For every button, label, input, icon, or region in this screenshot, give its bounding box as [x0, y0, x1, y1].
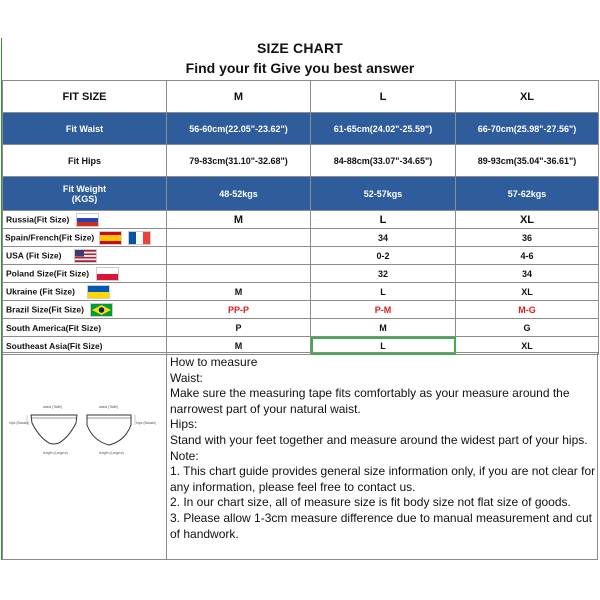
chart-title: SIZE CHART [257, 40, 343, 56]
ukraine-flag-icon [87, 285, 110, 299]
region-value: 4-6 [456, 247, 599, 265]
right-waist-label: waist (Taille) [99, 405, 119, 409]
region-label: Ukraine (Fit Size) [6, 285, 75, 296]
spain-flag-icon [99, 231, 122, 245]
region-value: P [167, 319, 311, 337]
region-label-cell [3, 283, 167, 301]
note-1: 1. This chart guide provides general size information only, if you are not clear for any information, please feel free to contact us. [170, 464, 596, 494]
region-value [167, 229, 311, 247]
region-value-highlighted: L [311, 337, 456, 355]
waist-m: 56-60cm(22.05"-23.62") [167, 113, 311, 145]
hips-label: Fit Hips [3, 145, 167, 177]
region-value: PP-P [167, 301, 311, 319]
usa-flag-icon [74, 249, 97, 263]
france-flag-icon [128, 231, 151, 245]
waist-heading: Waist: [170, 370, 203, 385]
weight-label-cell [3, 177, 167, 211]
size-header-m: M [167, 81, 311, 113]
region-label: South America(Fit Size) [6, 322, 102, 333]
hips-l: 84-88cm(33.07"-34.65") [311, 145, 456, 177]
poland-flag-icon [96, 267, 119, 281]
region-label-cell [3, 319, 167, 337]
briefs-diagram-icon [3, 353, 166, 559]
waist-instructions: Make sure the measuring tape fits comfortably as your measure around the narrowest part of your natural waist. [170, 386, 570, 416]
region-label-cell [3, 247, 167, 265]
region-value: XL [456, 337, 599, 355]
size-header-l: L [311, 81, 456, 113]
region-value: 34 [456, 265, 599, 283]
region-value: 32 [311, 265, 456, 283]
region-value: XL [456, 283, 599, 301]
chart-subtitle: Find your fit Give you best answer [185, 60, 415, 76]
hips-xl: 89-93cm(35.04"-36.61") [456, 145, 599, 177]
region-value: M [167, 211, 311, 229]
region-value [167, 247, 311, 265]
russia-flag-icon [76, 213, 99, 227]
region-label-cell [3, 229, 167, 247]
table-row-waist [3, 113, 599, 145]
table-row [3, 247, 599, 265]
region-label-cell [3, 211, 167, 229]
region-value: L [311, 283, 456, 301]
table-row [3, 283, 599, 301]
region-value: XL [456, 211, 599, 229]
hips-m: 79-83cm(31.10"-32.68") [167, 145, 311, 177]
left-waist-label: waist (Taille) [43, 405, 63, 409]
region-value: 0-2 [311, 247, 456, 265]
region-label: Brazil Size(Fit Size) [6, 303, 84, 314]
table-row-hips [3, 145, 599, 177]
table-row [3, 301, 599, 319]
waist-label: Fit Waist [3, 113, 167, 145]
note-heading: Note: [170, 448, 199, 463]
region-label: USA (Fit Size) [6, 249, 62, 260]
note-2: 2. In our chart size, all of measure size is fit body size not flat size of goods. [170, 495, 571, 510]
weight-label: Fit Weight [62, 183, 107, 194]
region-value: P-M [311, 301, 456, 319]
region-value: M [167, 283, 311, 301]
left-hips-label: hips (Bassin) [9, 421, 30, 425]
underwear-illustration [3, 353, 167, 559]
region-label-cell [3, 301, 167, 319]
weight-l: 52-57kgs [311, 177, 456, 211]
size-chart-table [2, 80, 599, 355]
table-row-weight [3, 177, 599, 211]
region-value: 36 [456, 229, 599, 247]
region-value: G [456, 319, 599, 337]
table-row [3, 319, 599, 337]
how-to-measure-heading: How to measure [170, 355, 258, 369]
right-hips-label: hips (Bassin) [136, 421, 157, 425]
region-value: M-G [456, 301, 599, 319]
region-value [167, 265, 311, 283]
region-value: 34 [311, 229, 456, 247]
table-header-row [3, 81, 599, 113]
brazil-flag-icon [90, 303, 113, 317]
table-row [3, 211, 599, 229]
region-value: M [167, 337, 311, 355]
region-label: Southeast Asia(Fit Size) [6, 340, 103, 351]
left-length-label: length (Largeur) [43, 451, 68, 455]
region-label: Spain/French(Fit Size) [5, 231, 95, 242]
hips-heading: Hips: [170, 417, 198, 432]
weight-m: 48-52kgs [167, 177, 311, 211]
fit-size-header: FIT SIZE [3, 81, 167, 113]
table-row [3, 229, 599, 247]
region-label-cell [3, 265, 167, 283]
weight-xl: 57-62kgs [456, 177, 599, 211]
waist-l: 61-65cm(24.02"-25.59") [311, 113, 456, 145]
waist-xl: 66-70cm(25.98"-27.56") [456, 113, 599, 145]
region-label: Russia(Fit Size) [6, 213, 70, 224]
table-row [3, 265, 599, 283]
measure-section [2, 352, 598, 560]
measure-instructions [170, 355, 596, 542]
region-value: L [311, 211, 456, 229]
note-3: 3. Please allow 1-3cm measure difference due to manual measurement and cut of handwork. [170, 510, 593, 541]
size-header-xl: XL [456, 81, 599, 113]
weight-label-unit: (KGS) [71, 193, 98, 204]
right-length-label: length (Largeur) [99, 451, 124, 455]
region-label: Poland Size(Fit Size) [6, 267, 90, 278]
region-value: M [311, 319, 456, 337]
hips-instructions: Stand with your feet together and measure around the widest part of your hips. [170, 432, 588, 447]
